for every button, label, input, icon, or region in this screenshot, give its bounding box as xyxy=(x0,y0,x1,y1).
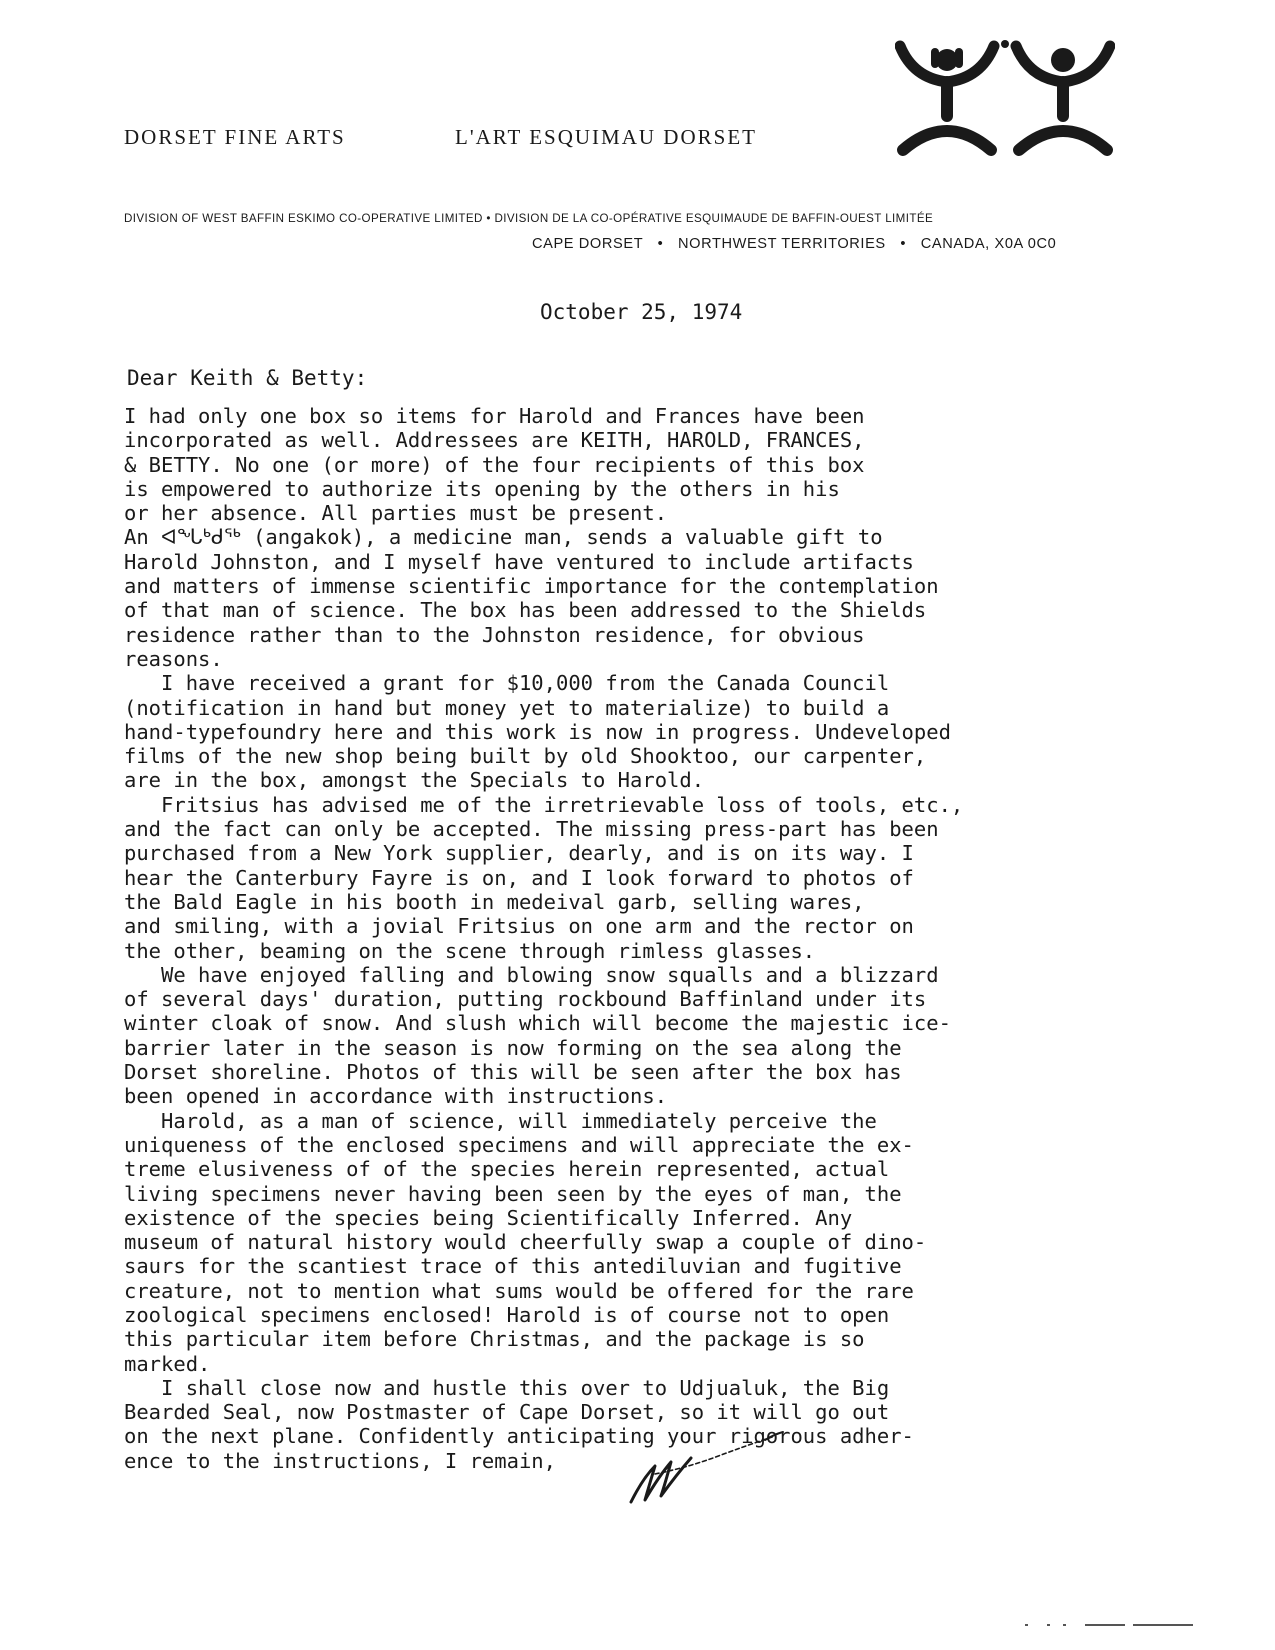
letter-line: of that man of science. The box has been addressed to the Shields xyxy=(124,598,927,623)
letter-line: An ᐊᖓᒃᑯᖅ (angakok), a medicine man, sends a valuable gift to xyxy=(124,525,883,550)
letter-line: I have received a grant for $10,000 from the Canada Council xyxy=(124,671,890,696)
letter-line: Bearded Seal, now Postmaster of Cape Dorset, so it will go out xyxy=(124,1400,890,1425)
letter-line: and smiling, with a jovial Fritsius on one arm and the rector on xyxy=(124,914,914,939)
letter-line: (notification in hand but money yet to materialize) to build a xyxy=(124,695,890,720)
letter-line: hand-typefoundry here and this work is now in progress. Undeveloped xyxy=(124,719,951,744)
letter-line: and matters of immense scientific importance for the contemplation xyxy=(124,574,939,599)
letter-line: and the fact can only be accepted. The missing press-part has been xyxy=(124,817,939,842)
address-town: CAPE DORSET xyxy=(532,236,643,252)
letter-line: & BETTY. No one (or more) of the four recipients of this box xyxy=(124,452,865,477)
letter-line: existence of the species being Scientifically Inferred. Any xyxy=(124,1205,853,1230)
letter-line: films of the new shop being built by old Shooktoo, our carpenter, xyxy=(124,744,927,769)
letter-line: living specimens never having been seen by the eyes of man, the xyxy=(124,1181,902,1206)
letter-line: the other, beaming on the scene through rimless glasses. xyxy=(124,938,816,963)
letter-line: incorporated as well. Addressees are KEITH, HAROLD, FRANCES, xyxy=(124,428,865,453)
letter-line: zoological specimens enclosed! Harold is of course not to open xyxy=(124,1302,890,1327)
address-separator: • xyxy=(900,236,907,252)
letter-line: on the next plane. Confidently anticipating your rigorous adher- xyxy=(124,1424,914,1449)
letter-body xyxy=(124,404,1124,1473)
address-country: CANADA, X0A 0C0 xyxy=(920,236,1057,252)
letter-line: ence to the instructions, I remain, xyxy=(124,1448,556,1473)
letter-line: saurs for the scantiest trace of this antediluvian and fugitive xyxy=(124,1254,902,1279)
letter-line: are in the box, amongst the Specials to Harold. xyxy=(124,768,705,793)
handwritten-signature-icon xyxy=(625,1428,795,1508)
letter-line: We have enjoyed falling and blowing snow squalls and a blizzard xyxy=(124,962,939,987)
letter-line: winter cloak of snow. And slush which will become the majestic ice- xyxy=(124,1011,951,1036)
scan-artifact-dots xyxy=(1025,1622,1200,1628)
letter-line: treme elusiveness of of the species herein represented, actual xyxy=(124,1157,890,1182)
letter-line: residence rather than to the Johnston residence, for obvious xyxy=(124,622,865,647)
letter-line: barrier later in the season is now forming on the sea along the xyxy=(124,1035,902,1060)
letterhead-name-en: DORSET FINE ARTS xyxy=(124,125,346,149)
letter-line: Dorset shoreline. Photos of this will be seen after the box has xyxy=(124,1060,902,1085)
letter-line: this particular item before Christmas, and the package is so xyxy=(124,1327,865,1352)
division-line: DIVISION OF WEST BAFFIN ESKIMO CO-OPERATIVE LIMITED • DIVISION DE LA CO-OPÉRATIVE ESQUIMAUDE DE BAFFIN-OUEST LIMITÉE xyxy=(124,212,934,225)
letter-line: reasons. xyxy=(124,646,223,671)
letter-date: October 25, 1974 xyxy=(540,300,743,324)
letter-line: the Bald Eagle in his booth in medeival garb, selling wares, xyxy=(124,889,865,914)
address-separator: • xyxy=(657,236,664,252)
address-territory: NORTHWEST TERRITORIES xyxy=(677,236,886,252)
letter-line: Fritsius has advised me of the irretrievable loss of tools, etc., xyxy=(124,792,964,817)
inuit-figures-logo-icon xyxy=(895,38,1115,158)
letter-line: I had only one box so items for Harold and Frances have been xyxy=(124,404,865,428)
letterhead-name-fr: L'ART ESQUIMAU DORSET xyxy=(455,125,757,149)
letter-line: Harold Johnston, and I myself have ventured to include artifacts xyxy=(124,549,914,574)
letter-line: museum of natural history would cheerfully swap a couple of dino- xyxy=(124,1230,927,1255)
letter-line: hear the Canterbury Fayre is on, and I look forward to photos of xyxy=(124,865,914,890)
letter-salutation: Dear Keith & Betty: xyxy=(127,366,368,390)
letter-line: or her absence. All parties must be present. xyxy=(124,501,668,526)
letter-line: Harold, as a man of science, will immediately perceive the xyxy=(124,1108,877,1133)
letter-line: purchased from a New York supplier, dearly, and is on its way. I xyxy=(124,841,914,866)
letter-line: marked. xyxy=(124,1351,211,1376)
letter-line: creature, not to mention what sums would be offered for the rare xyxy=(124,1278,914,1303)
address-line xyxy=(532,236,1056,252)
letter-line: is empowered to authorize its opening by the others in his xyxy=(124,476,840,501)
letter-line: uniqueness of the enclosed specimens and will appreciate the ex- xyxy=(124,1132,914,1157)
letter-line: I shall close now and hustle this over to Udjualuk, the Big xyxy=(124,1375,890,1400)
letter-line: of several days' duration, putting rockbound Baffinland under its xyxy=(124,987,927,1012)
letter-line: been opened in accordance with instructions. xyxy=(124,1084,668,1109)
